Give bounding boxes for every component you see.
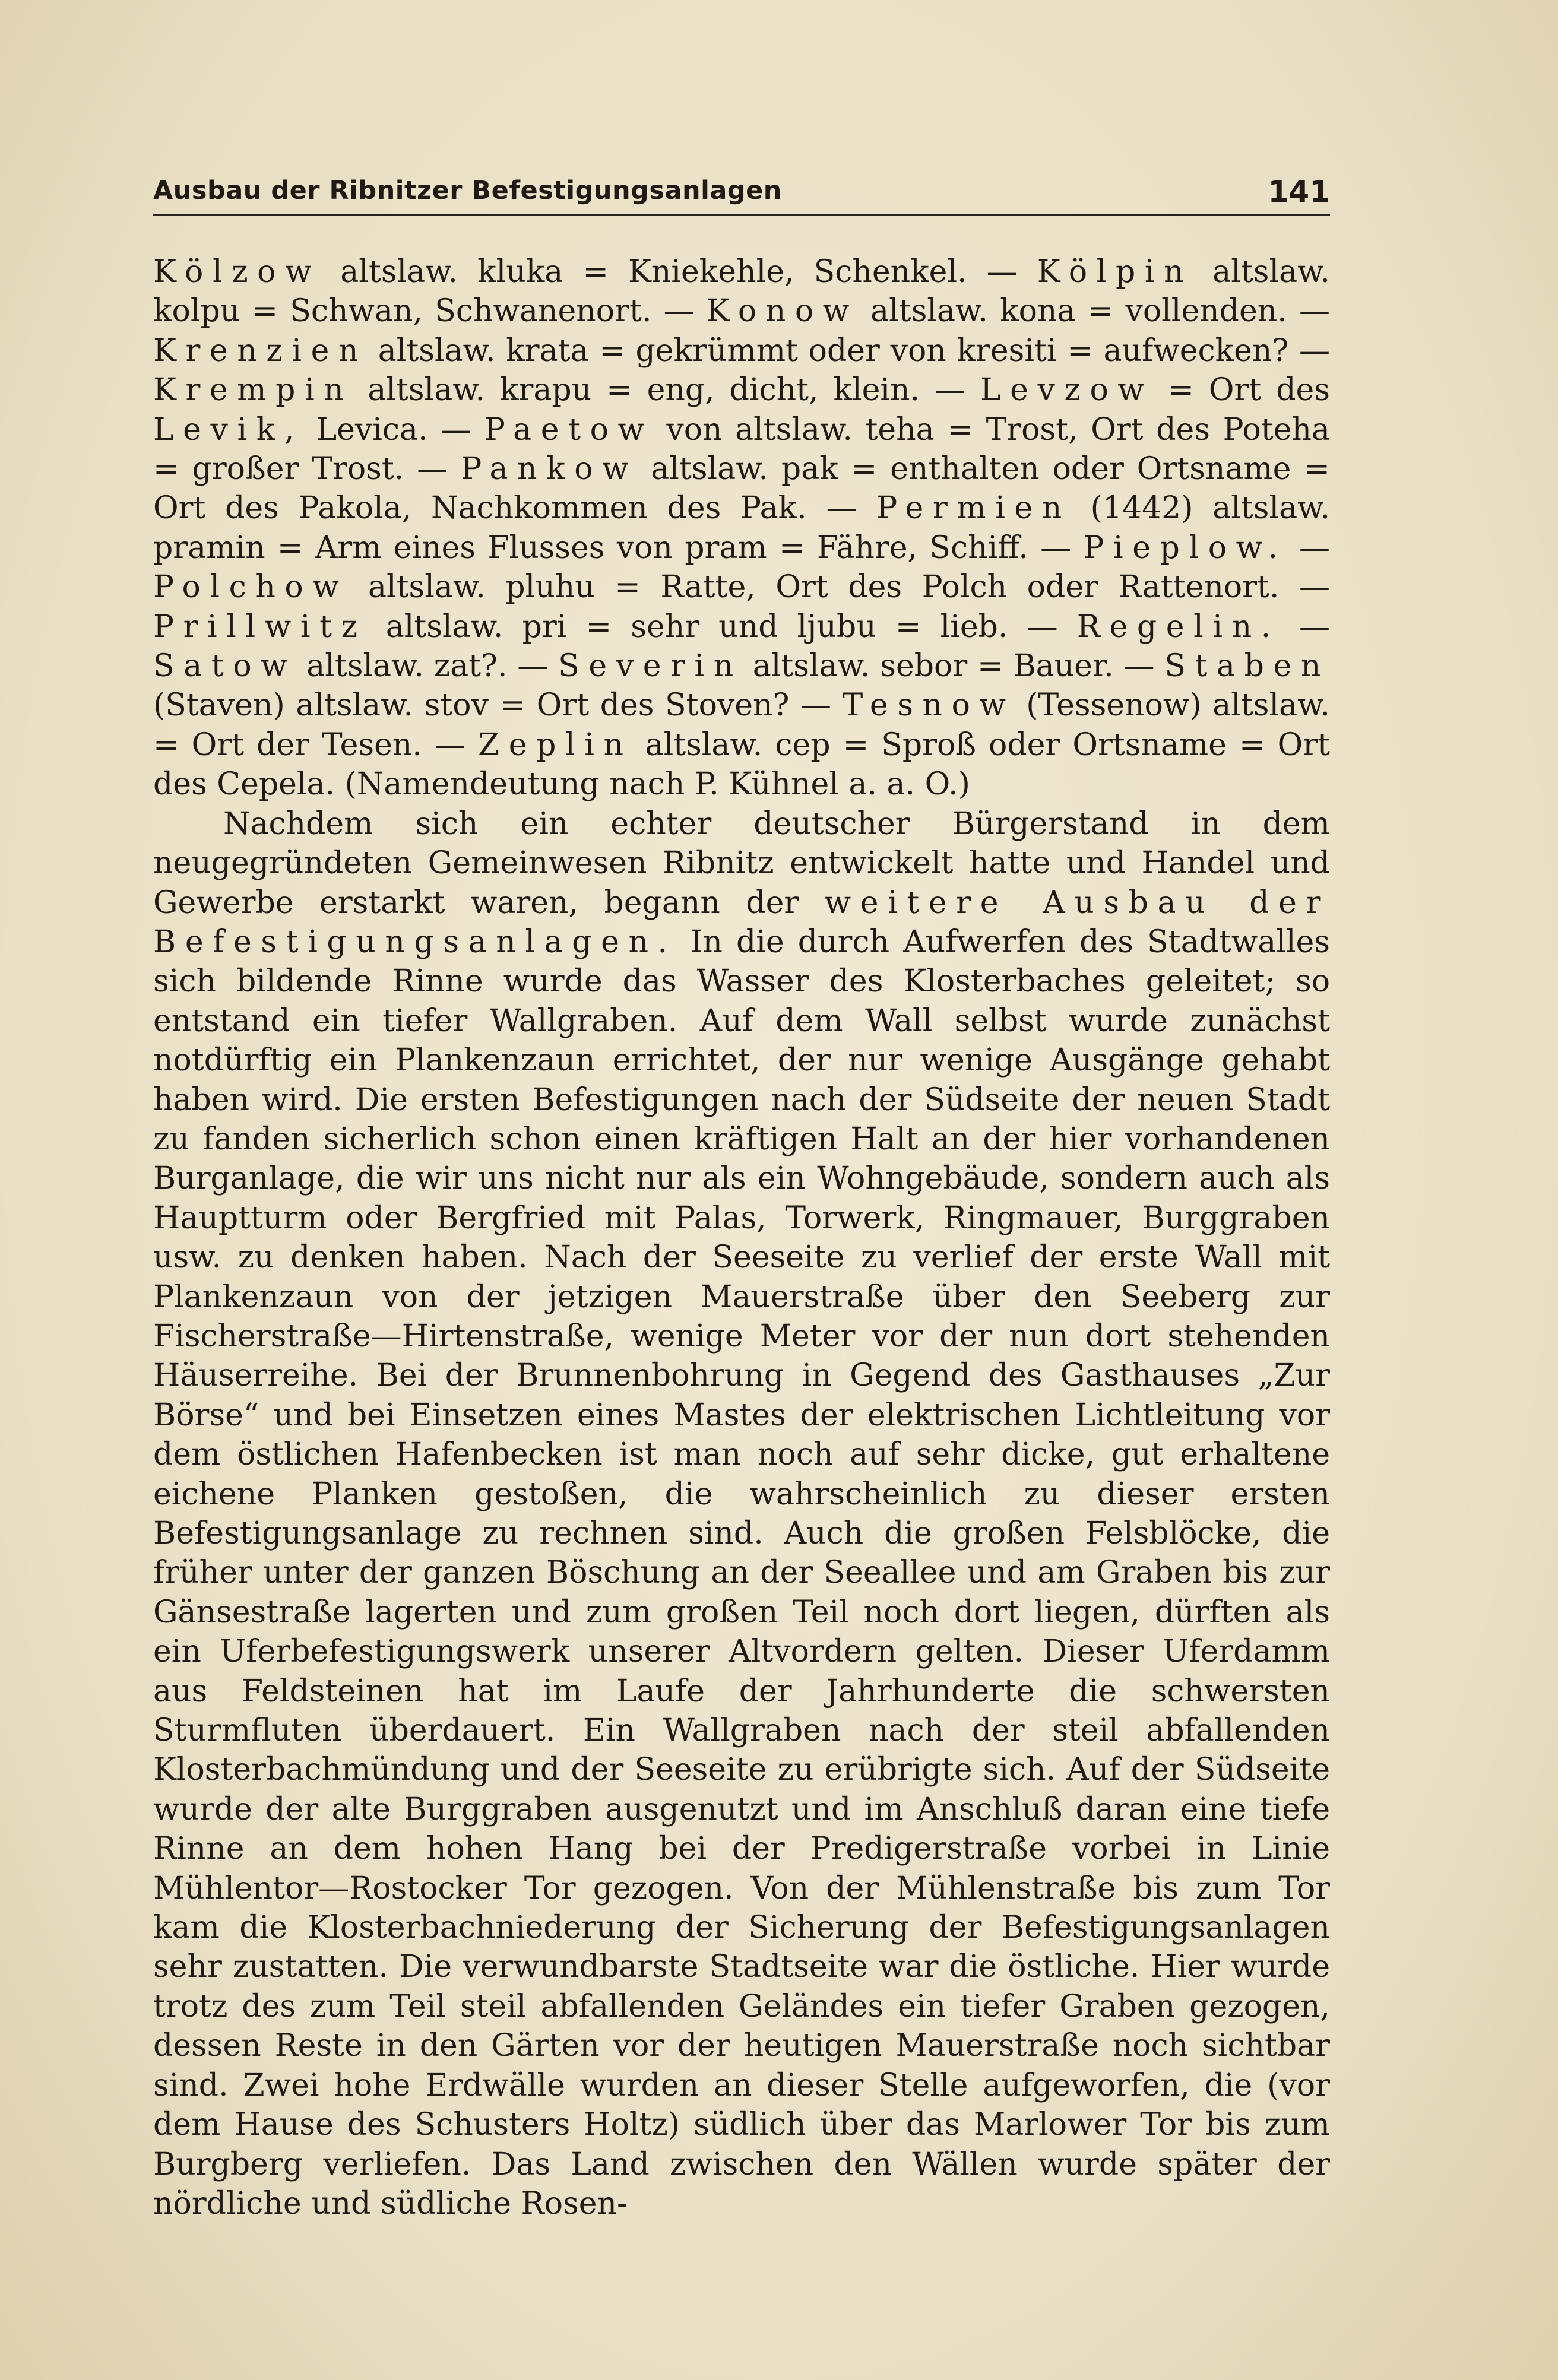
spaced-term: Pankow <box>461 451 638 487</box>
body-text <box>153 252 1330 2223</box>
text-run: altslaw. kolpu = Schwan, Schwanenort. — <box>153 254 1330 329</box>
paragraph-place-names <box>153 252 1330 804</box>
text-run: altslaw. pak = enthalten oder Ortsname = Ort des Pakola, Nachkommen des Pak. — <box>153 451 1330 527</box>
spaced-term: Polchow <box>153 569 349 606</box>
spaced-term: Krempin <box>153 372 353 408</box>
text-run: altslaw. cep = Sproß oder Ortsname = Ort des Cepela. (Namendeutung nach P. Kühnel a. a. O.) <box>153 727 1331 803</box>
text-run: altslaw. pri = sehr und ljubu = lieb. — <box>366 609 1077 645</box>
text-run: (1442) altslaw. pramin = Arm eines Flusses von pram = Fähre, Schiff. — <box>153 490 1330 566</box>
spaced-term: Kölzow <box>153 254 321 290</box>
header-rule <box>153 214 1330 216</box>
text-run: altslaw. krapu = eng, dicht, klein. — <box>353 372 980 408</box>
spaced-term: Severin <box>558 648 743 684</box>
text-run: altslaw. kona = vollenden. — <box>858 293 1330 329</box>
spaced-term: Levik, <box>153 411 303 448</box>
text-run: — <box>1280 609 1331 645</box>
text-run: altslaw. pluhu = Ratte, Ort des Polch oder Rattenort. — <box>348 569 1330 606</box>
paragraph-fortification-history <box>153 804 1330 2224</box>
text-run: = Ort des <box>1153 372 1330 408</box>
spaced-term: Staben <box>1164 648 1330 684</box>
spaced-term: weitere Ausbau der Befestigungsanlagen. <box>153 885 1330 960</box>
spaced-term: Permien <box>876 490 1071 527</box>
text-run: Levica. — <box>303 411 484 448</box>
text-run: Nachdem sich ein echter deutscher Bürgerstand in dem neugegründeten Gemeinwesen Ribnitz entwickelt hatte und Handel und Gewerbe erstarkt waren, begann der <box>153 806 1330 921</box>
text-run: (Staven) altslaw. stov = Ort des Stoven? — <box>153 687 843 724</box>
text-run: altslaw. krata = gekrümmt oder von kresiti = aufwecken? — <box>368 332 1330 369</box>
spaced-term: Prillwitz <box>153 609 367 645</box>
text-run: In die durch Aufwerfen des Stadtwalles sich bildende Rinne wurde das Wasser des Klosterbaches geleitet; so entstand ein tiefer Wallgraben. Auf dem Wall selbst wurde zunächst notdürftig ein Plankenzaun errichtet, der nur wenige Ausgänge gehabt haben wird. Die ersten Befestigungen nach der Südseite der neuen Stadt zu fanden sicherlich schon einen kräftigen Halt an der hier vorhandenen Burganlage, die wir uns nicht nur als ein Wohngebäude, sondern auch als Hauptturm oder Bergfried mit Palas, Torwerk, Ringmauer, Burggraben usw. zu denken haben. Nach der Seeseite zu verlief der erste Wall mit Plankenzaun von der jetzigen Mauerstraße über den Seeberg zur Fischerstraße—Hirtenstraße, wenige Meter vor der nun dort stehenden Häuserreihe. Bei der Brunnenbohrung in Gegend des Gasthauses „Zur Börse“ und bei Einsetzen eines Mastes der elektrischen Lichtleitung vor dem östlichen Hafenbecken ist man noch auf sehr dicke, gut erhaltene eichene Planken gestoßen, die wahrscheinlich zu dieser ersten Befestigungsanlage zu rechnen sind. Auch die großen Felsblöcke, die früher unter der ganzen Böschung an der Seeallee und am Graben bis zur Gänsestraße lagerten und zum großen Teil noch dort liegen, dürften als ein Uferbefestigungswerk unserer Altvordern gelten. Dieser Uferdamm aus Feldsteinen hat im Laufe der Jahrhunderte die schwersten Sturmfluten überdauert. Ein Wallgraben nach der steil abfallenden Klosterbachmündung und der Seeseite zu erübrigte sich. Auf der Südseite wurde der alte Burggraben ausgenutzt und im Anschluß daran eine tiefe Rinne an dem hohen Hang bei der Predigerstraße vorbei in Linie Mühlentor—Rostocker Tor gezogen. Von der Mühlenstraße bis zum Tor kam die Klosterbachniederung der Sicherung der Befestigungsanlagen sehr zustatten. Die verwundbarste Stadtseite war die östliche. Hier wurde trotz des zum Teil steil abfallenden Geländes ein tiefer Graben gezogen, dessen Reste in den Gärten vor der heutigen Mauerstraße noch sichtbar sind. Zwei hohe Erdwälle wurden an dieser Stelle aufgeworfen, die (vor dem Hause des Schusters Holtz) südlich über das Marlower Tor bis zum Burgberg verliefen. Das Land zwischen den Wällen wurde später der nördliche und südliche Rosen- <box>153 924 1330 2221</box>
spaced-term: Konow <box>706 293 859 329</box>
page-number: 141 <box>1268 175 1330 209</box>
text-run: von altslaw. teha = Trost, Ort des Poteha = großer Trost. — <box>153 411 1330 487</box>
text-run: altslaw. zat?. — <box>296 648 559 684</box>
spaced-term: Tesnow <box>842 687 1015 724</box>
spaced-term: Krenzien <box>153 332 368 369</box>
text-run: altslaw. sebor = Bauer. — <box>742 648 1165 684</box>
page-header <box>153 173 1330 209</box>
text-run: (Tessenow) altslaw. = Ort der Tesen. — <box>153 687 1330 763</box>
spaced-term: Kölpin <box>1037 254 1193 290</box>
spaced-term: Paetow <box>484 411 654 448</box>
spaced-term: Regelin. <box>1076 609 1280 645</box>
spaced-term: Levzow <box>980 372 1154 408</box>
text-run: altslaw. kluka = Kniekehle, Schenkel. — <box>321 254 1037 290</box>
running-head: Ausbau der Ribnitzer Befestigungsanlagen <box>153 176 782 205</box>
spaced-term: Zeplin <box>478 727 633 763</box>
spaced-term: Pieplow. <box>1083 530 1287 566</box>
text-run: — <box>1287 530 1330 566</box>
spaced-term: Satow <box>153 648 297 684</box>
